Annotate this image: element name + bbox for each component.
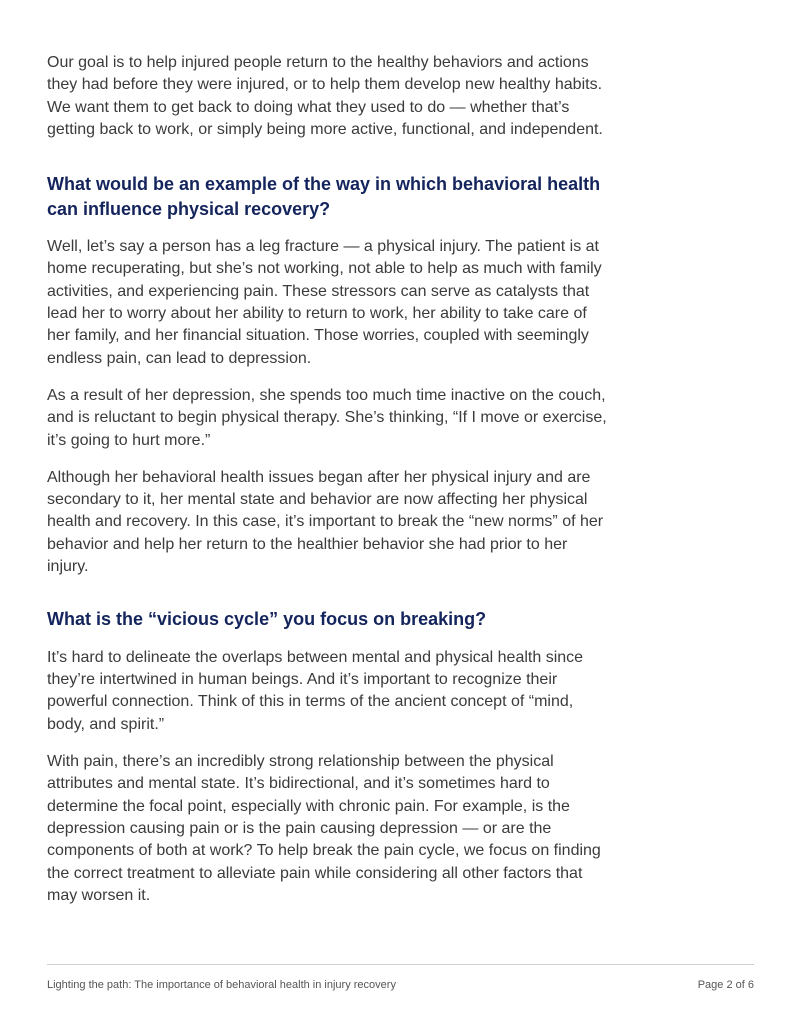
intro-paragraph: Our goal is to help injured people return to the healthy behaviors and actions they had before they were injured, or to help them develop new healthy habits. We want them to get back to doing what they used to do — whether that’s getting back to work, or simply being more active, functional, and independent. bbox=[47, 54, 603, 138]
section-heading-behavioral-example: What would be an example of the way in which behavioral health can influence physical recovery? bbox=[47, 174, 601, 219]
footer-document-title: Lighting the path: The importance of behavioral health in injury recovery bbox=[47, 979, 396, 991]
document-body bbox=[47, 52, 612, 922]
section-heading-vicious-cycle: What is the “vicious cycle” you focus on breaking? bbox=[47, 609, 487, 630]
section-1-paragraph-2: As a result of her depression, she spends too much time inactive on the couch, and is reluctant to begin physical therapy. She’s thinking, “If I move or exercise, it’s going to hurt more.” bbox=[47, 386, 607, 449]
section-1-paragraph-3: Although her behavioral health issues began after her physical injury and are secondary to it, her mental state and behavior are now affecting her physical health and recovery. In this case, it’s important to break the “new norms” of her behavior and help her return to the healthier behavior she had prior to her injury. bbox=[47, 468, 604, 576]
footer-page-number: Page 2 of 6 bbox=[697, 979, 754, 991]
footer-divider bbox=[47, 964, 754, 965]
section-2-paragraph-2: With pain, there’s an incredibly strong relationship between the physical attributes and mental state. It’s bidirectional, and it’s sometimes hard to determine the focal point, especially with chronic pain. For example, is the depression causing pain or is the pain causing depression — or are the components of both at work? To help break the pain cycle, we focus on finding the correct treatment to alleviate pain while considering all other factors that may worsen it. bbox=[47, 753, 601, 904]
section-2-paragraph-1: It’s hard to delineate the overlaps between mental and physical health since they’re intertwined in human beings. And it’s important to recognize their powerful connection. Think of this in terms of the ancient concept of “mind, body, and spirit.” bbox=[47, 648, 584, 733]
section-1-paragraph-1: Well, let’s say a person has a leg fracture — a physical injury. The patient is at home recuperating, but she’s not working, not able to help as much with family activities, and experiencing pain. These stressors can serve as catalysts that lead her to worry about her ability to return to work, her ability to take care of her family, and her financial situation. Those worries, coupled with seemingly endless pain, can lead to depression. bbox=[47, 238, 602, 367]
